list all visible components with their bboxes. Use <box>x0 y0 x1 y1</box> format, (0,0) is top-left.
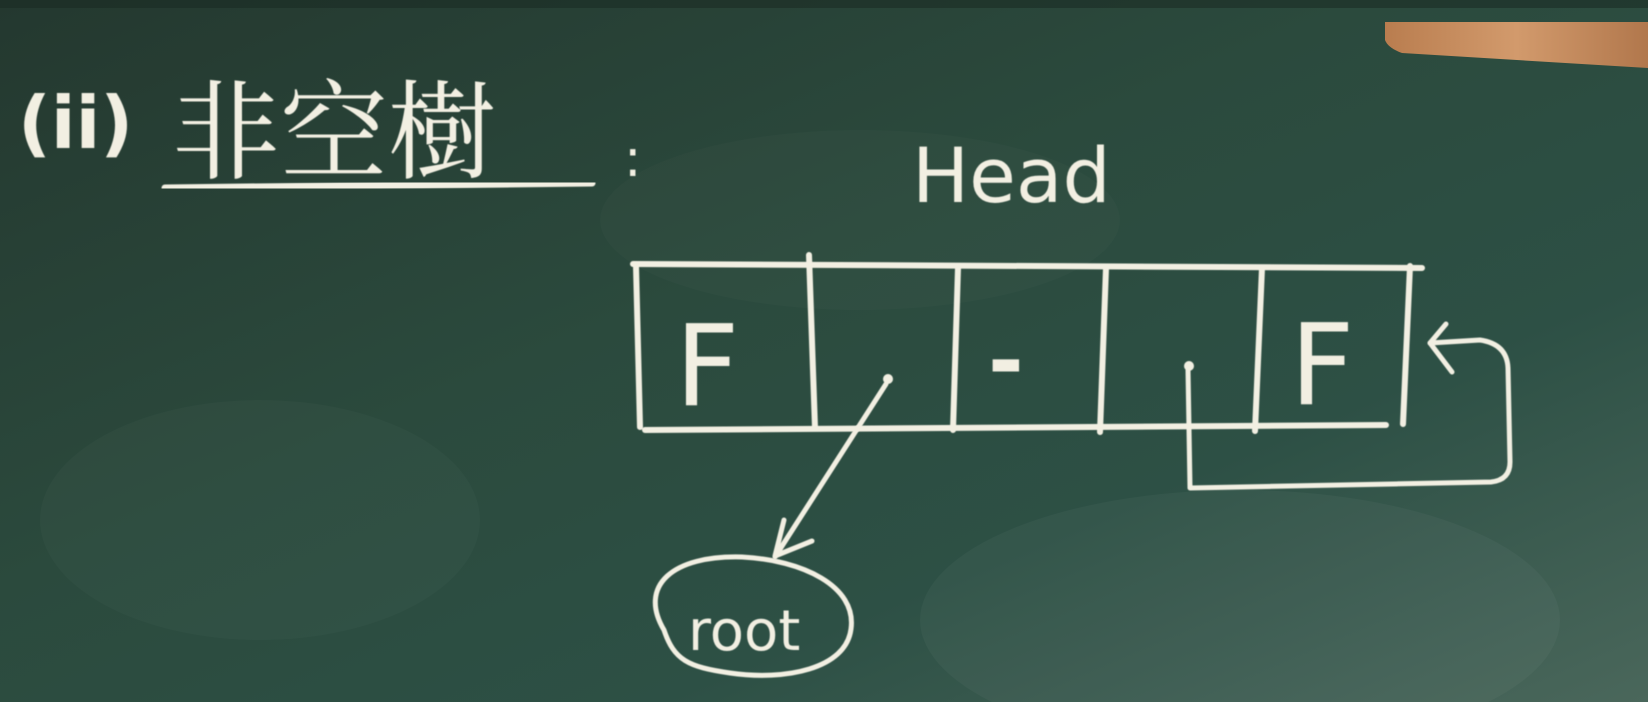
head-label: Head <box>912 131 1111 220</box>
board-top-edge <box>0 0 1648 8</box>
cell-text-2: - <box>988 311 1024 411</box>
heading-colon: : <box>624 129 642 189</box>
cell-text-0: F <box>675 302 740 432</box>
smudge-left <box>40 400 480 640</box>
section-label: (ii) <box>18 81 134 165</box>
array-left-border <box>636 266 640 427</box>
array-top-border <box>633 264 1422 268</box>
cell-text-4: F <box>1290 301 1355 431</box>
root-node-label: root <box>688 599 801 664</box>
heading-title: 非空樹 <box>172 71 497 196</box>
heading-underline <box>165 183 592 188</box>
